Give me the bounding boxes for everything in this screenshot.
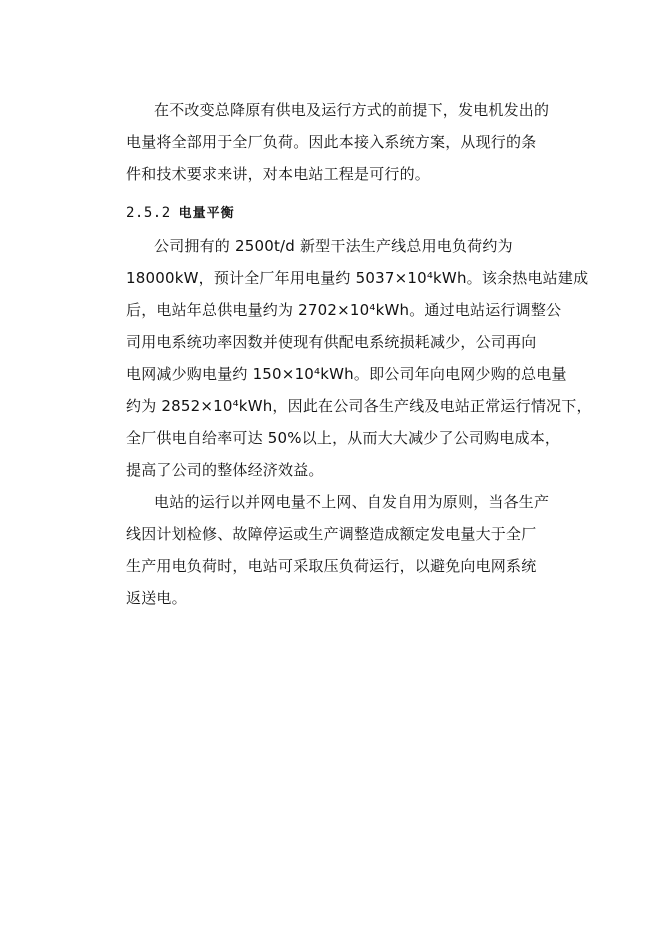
- section-number: 2.5.2: [126, 205, 171, 221]
- paragraph2-line-5: 电网减少购电量约 150×10⁴kWh。即公司年向电网少购的总电量: [126, 365, 567, 383]
- paragraph2-line-3: 后，电站年总供电量约为 2702×10⁴kWh。通过电站运行调整公: [126, 301, 562, 319]
- paragraph1-line-3: 件和技术要求来讲，对本电站工程是可行的。: [126, 165, 431, 183]
- paragraph2-line-7: 全厂供电自给率可达 50%以上，从而大大减少了公司购电成本，: [126, 429, 561, 447]
- section-title: 电量平衡: [178, 206, 235, 221]
- paragraph2-line-4: 司用电系统功率因数并使现有供配电系统损耗减少，公司再向: [126, 333, 537, 351]
- section-heading: [126, 202, 235, 224]
- paragraph3-line-4: 返送电。: [126, 589, 187, 607]
- paragraph2-line-1: 公司拥有的 2500t/d 新型干法生产线总用电负荷约为: [154, 237, 513, 255]
- paragraph1-line-2: 电量将全部用于全厂负荷。因此本接入系统方案，从现行的条: [126, 133, 537, 151]
- paragraph3-line-1: 电站的运行以并网电量不上网、自发自用为原则，当各生产: [154, 493, 550, 511]
- paragraph3-line-3: 生产用电负荷时，电站可采取压负荷运行，以避免向电网系统: [126, 557, 537, 575]
- paragraph1-line-1: 在不改变总降原有供电及运行方式的前提下，发电机发出的: [154, 101, 550, 119]
- paragraph3-line-2: 线因计划检修、故障停运或生产调整造成额定发电量大于全厂: [126, 525, 537, 543]
- paragraph2-line-6: 约为 2852×10⁴kWh，因此在公司各生产线及电站正常运行情况下，: [126, 397, 592, 415]
- paragraph2-line-2: 18000kW，预计全厂年用电量约 5037×10⁴kWh。该余热电站建成: [126, 269, 589, 287]
- paragraph2-line-8: 提高了公司的整体经济效益。: [126, 461, 324, 479]
